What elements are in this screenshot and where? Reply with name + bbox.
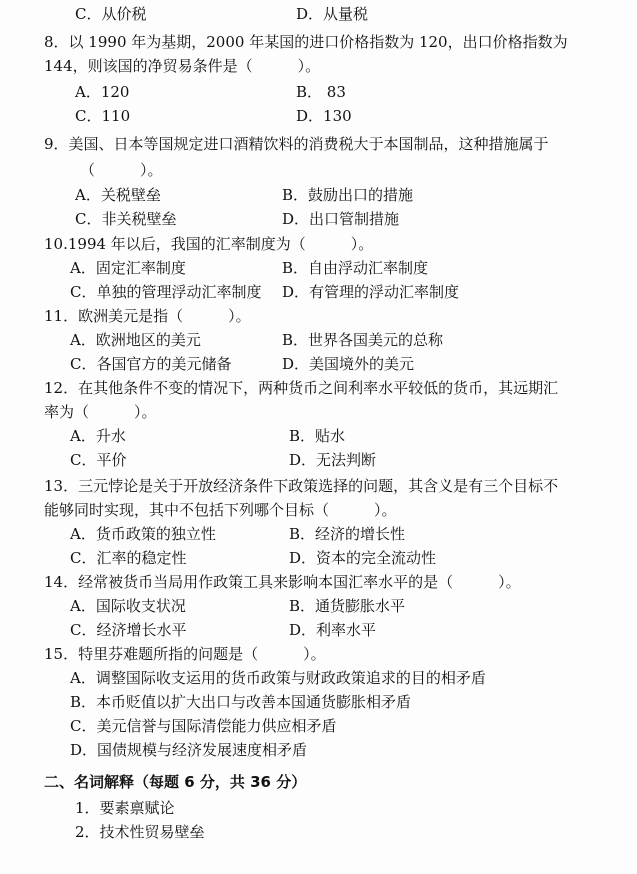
q10-text: 10.1994 年以后，我国的汇率制度为（ ）。 — [44, 235, 374, 253]
q8-text-1: 8．以 1990 年为基期，2000 年某国的进口价格指数为 120，出口价格指数为 — [44, 33, 568, 51]
q13-text-1: 13．三元悖论是关于开放经济条件下政策选择的问题，其含义是有三个目标不 — [44, 477, 559, 495]
q14-option-c: C．经济增长水平 — [70, 621, 187, 639]
q12-option-b: B．贴水 — [289, 427, 346, 445]
q8-text-2: 144，则该国的净贸易条件是（ ）。 — [44, 57, 321, 75]
q8-option-a: A．120 — [75, 83, 130, 101]
q11-option-a: A．欧洲地区的美元 — [70, 331, 201, 349]
q11-option-c: C．各国官方的美元储备 — [70, 355, 232, 373]
q11-option-d: D．美国境外的美元 — [282, 355, 415, 373]
q14-text: 14．经常被货币当局用作政策工具来影响本国汇率水平的是（ ）。 — [44, 573, 521, 591]
q12-option-d: D．无法判断 — [289, 451, 377, 469]
q13-option-c: C．汇率的稳定性 — [70, 549, 187, 567]
q13-option-a: A．货币政策的独立性 — [70, 525, 216, 543]
q15-option-c: C．美元信誉与国际清偿能力供应相矛盾 — [70, 717, 337, 735]
q14-option-a: A．国际收支状况 — [70, 597, 186, 615]
q12-option-c: C．平价 — [70, 451, 127, 469]
q9-text-1: 9．美国、日本等国规定进口酒精饮料的消费税大于本国制品，这种措施属于 — [44, 135, 549, 153]
q7-option-c: C．从价税 — [75, 5, 147, 23]
q9-text-2: （ ）。 — [80, 161, 163, 179]
q13-option-d: D．资本的完全流动性 — [289, 549, 437, 567]
q10-option-a: A．固定汇率制度 — [70, 259, 186, 277]
q10-option-b: B．自由浮动汇率制度 — [282, 259, 429, 277]
q8-option-c: C．110 — [75, 107, 131, 125]
q15-text: 15．特里芬难题所指的问题是（ ）。 — [44, 645, 326, 663]
q13-option-b: B．经济的增长性 — [289, 525, 406, 543]
q9-option-b: B．鼓励出口的措施 — [282, 186, 414, 204]
q10-option-c: C．单独的管理浮动汇率制度 — [70, 283, 262, 301]
q14-option-b: B．通货膨胀水平 — [289, 597, 406, 615]
term-item: 2．技术性贸易壁垒 — [75, 823, 205, 841]
q8-option-b: B． 83 — [296, 83, 346, 101]
q10-option-d: D．有管理的浮动汇率制度 — [282, 283, 460, 301]
q7-option-d: D．从量税 — [296, 5, 369, 23]
q13-text-2: 能够同时实现，其中不包括下列哪个目标（ ）。 — [44, 501, 397, 519]
q15-option-d: D．国债规模与经济发展速度相矛盾 — [70, 741, 308, 759]
q15-option-b: B．本币贬值以扩大出口与改善本国通货膨胀相矛盾 — [70, 693, 412, 711]
q12-text-2: 率为（ ）。 — [44, 403, 157, 421]
q15-option-a: A．调整国际收支运用的货币政策与财政政策追求的目的相矛盾 — [70, 669, 486, 687]
q9-option-c: C．非关税壁垒 — [75, 210, 177, 228]
q9-option-d: D．出口管制措施 — [282, 210, 400, 228]
q12-text-1: 12．在其他条件不变的情况下，两种货币之间利率水平较低的货币，其远期汇 — [44, 379, 559, 397]
q9-option-a: A．关税壁垒 — [75, 186, 161, 204]
section-heading: 二、名词解释（每题 6 分，共 36 分） — [44, 773, 307, 791]
q8-option-d: D．130 — [296, 107, 352, 125]
q11-option-b: B．世界各国美元的总称 — [282, 331, 444, 349]
term-item: 1．要素禀赋论 — [75, 799, 175, 817]
q12-option-a: A．升水 — [70, 427, 126, 445]
q14-option-d: D．利率水平 — [289, 621, 377, 639]
q11-text: 11．欧洲美元是指（ ）。 — [44, 307, 251, 325]
